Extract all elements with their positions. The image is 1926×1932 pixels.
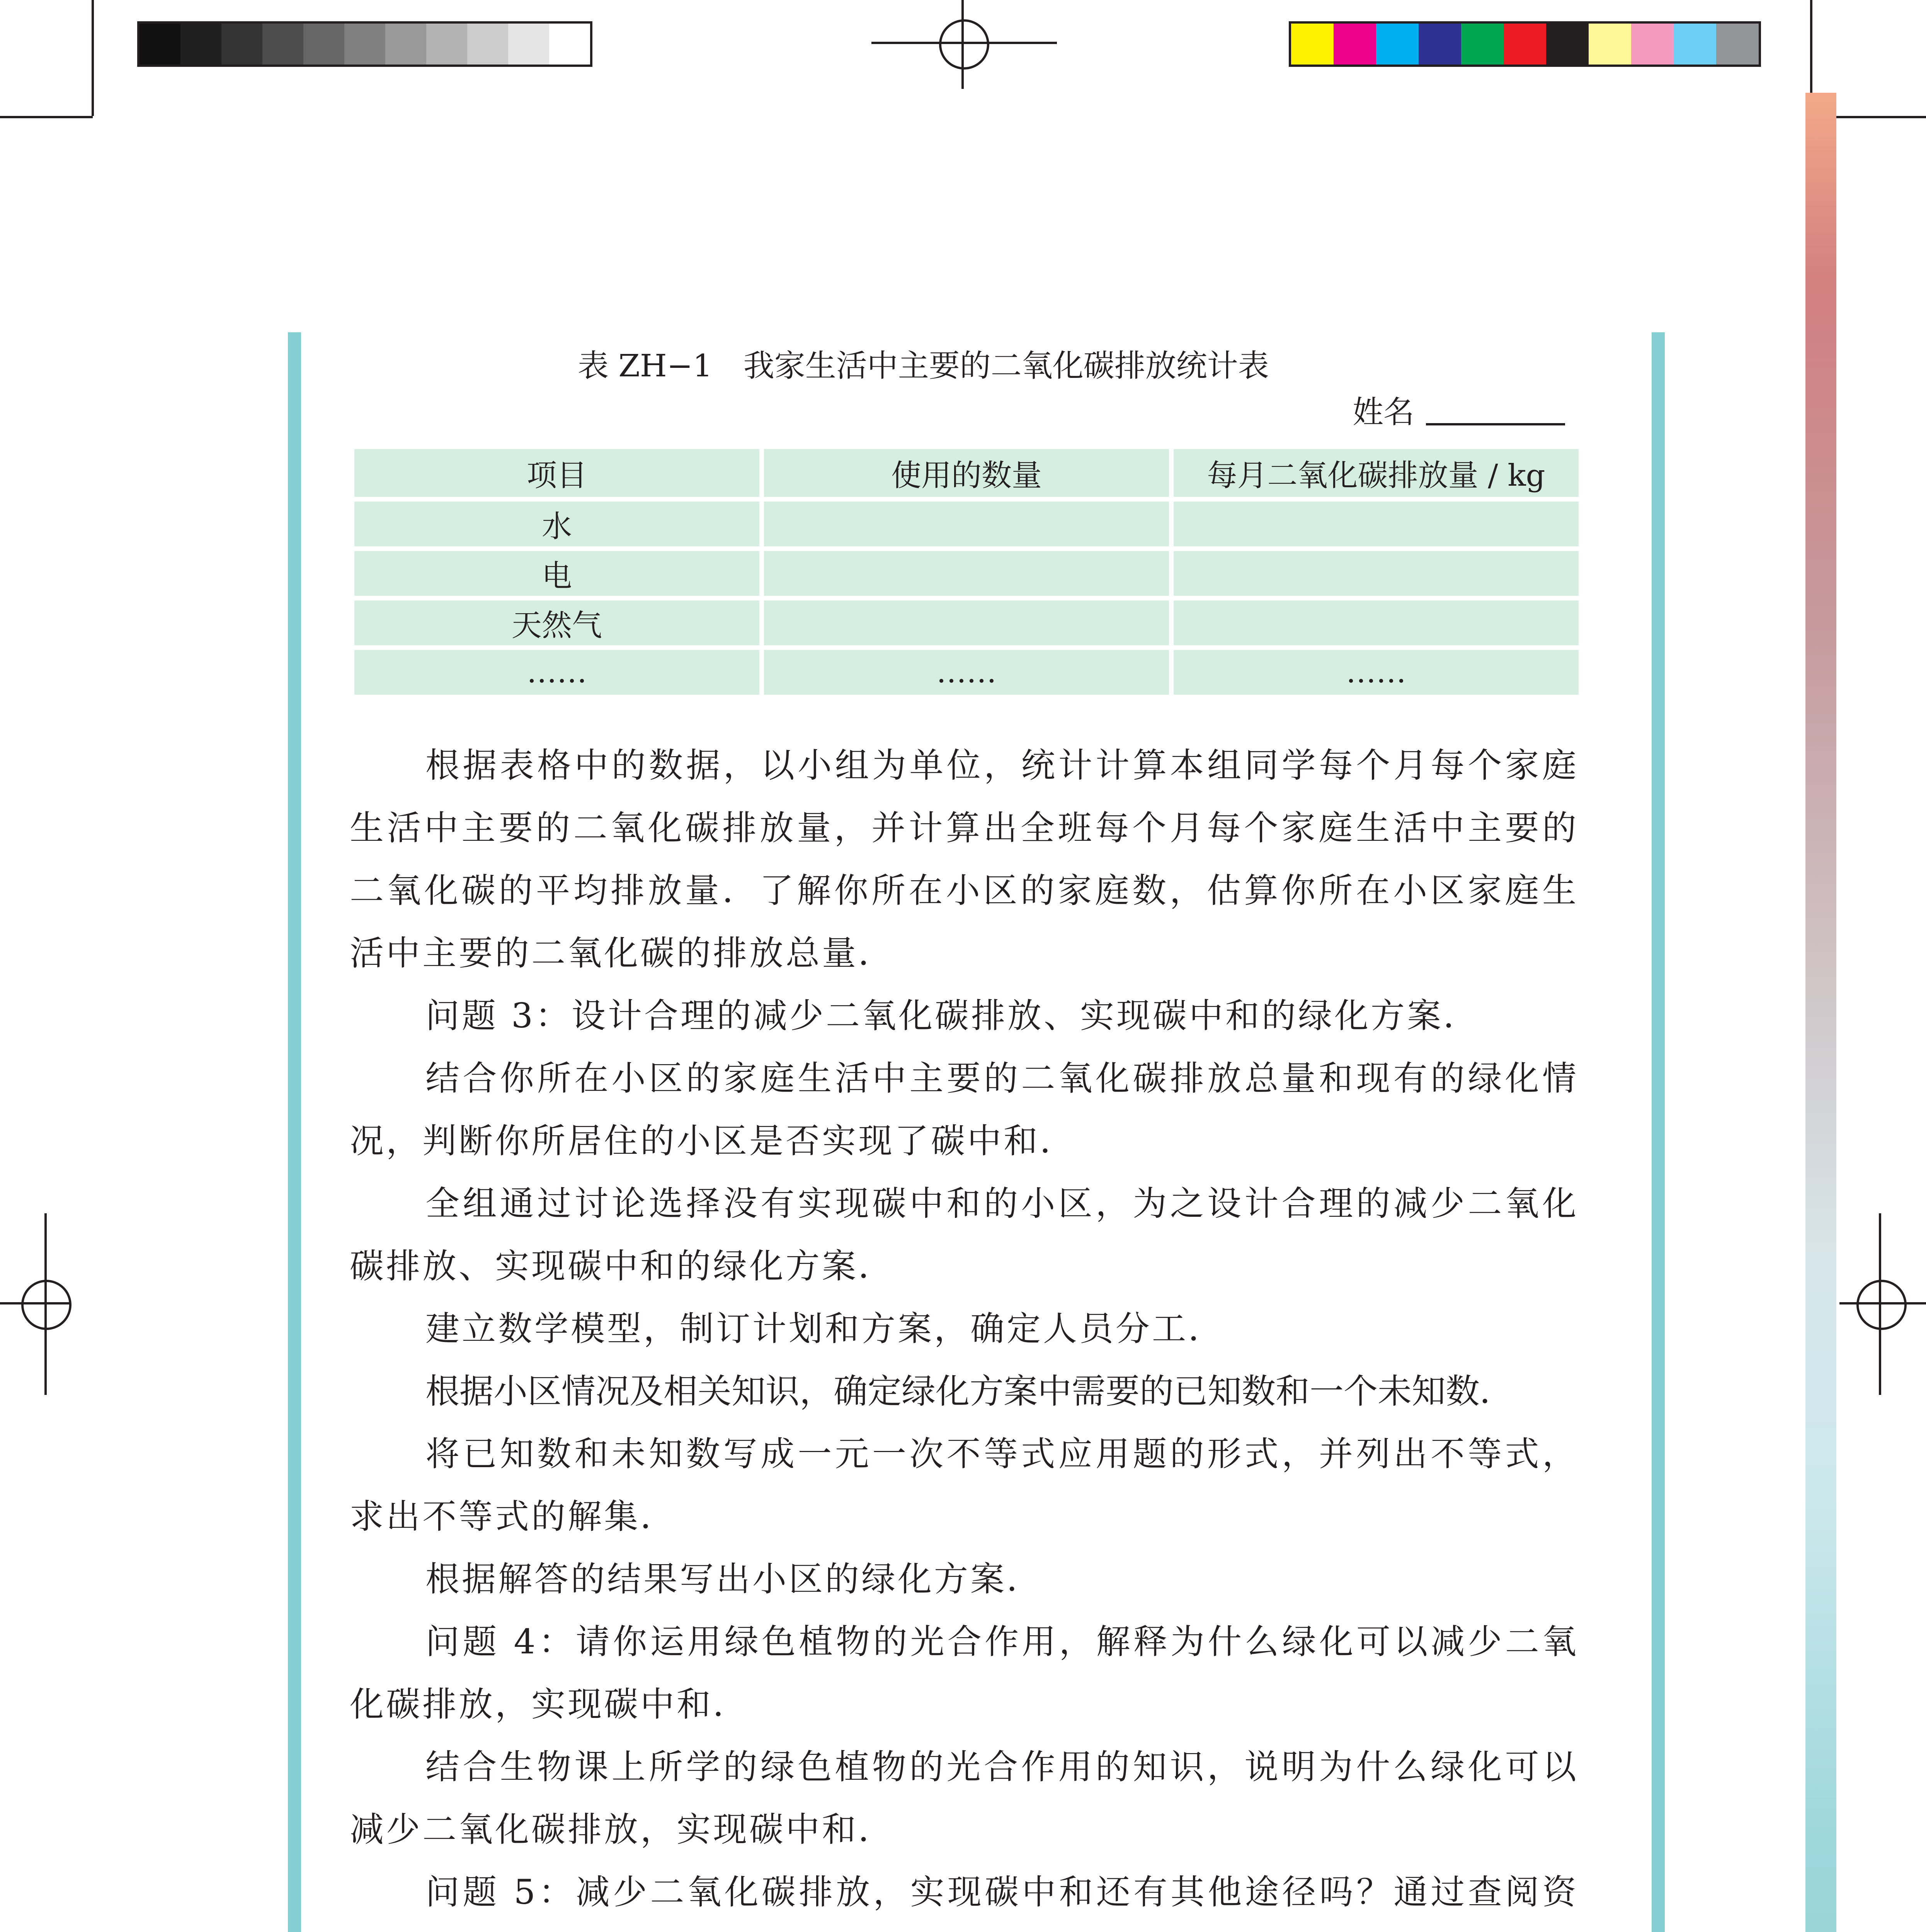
calibration-swatch (344, 24, 385, 65)
calibration-swatch (1716, 24, 1759, 65)
table-caption: 表 ZH−1 我家生活中主要的二氧化碳排放统计表 (578, 348, 1269, 384)
table-cell: …… (1171, 648, 1581, 697)
calibration-swatch (1504, 24, 1546, 65)
paragraph: 全组通过讨论选择没有实现碳中和的小区，为之设计合理的减少二氧化碳排放、实现碳中和的绿化方案． (350, 1184, 1579, 1286)
table-header-cell: 项目 (352, 447, 762, 499)
calibration-swatch (1631, 24, 1674, 65)
calibration-swatch (1674, 24, 1716, 65)
table-cell (762, 598, 1171, 648)
calibration-swatch (426, 24, 467, 65)
table-row (352, 598, 1581, 648)
table-cell (1171, 499, 1581, 549)
table-cell: …… (352, 648, 762, 697)
table-row (352, 499, 1581, 549)
table-row (352, 648, 1581, 697)
gray-calibration-bar (137, 21, 592, 67)
paragraph: 根据解答的结果写出小区的绿化方案． (425, 1559, 1043, 1599)
calibration-swatch (1589, 24, 1631, 65)
calibration-swatch (1461, 24, 1504, 65)
paragraph: 将已知数和未知数写成一元一次不等式应用题的形式，并列出不等式，求出不等式的解集． (350, 1434, 1579, 1536)
table-cell (1171, 549, 1581, 598)
table-cell (762, 549, 1171, 598)
paragraph: 根据表格中的数据，以小组为单位，统计计算本组同学每个月每个家庭生活中主要的二氧化碳排放量，并计算出全班每个月每个家庭生活中主要的二氧化碳的平均排放量．了解你所在小区的家庭数，估算你所在小区家庭生活中主要的二氧化碳的排放总量． (350, 745, 1579, 973)
side-gradient-strip (1805, 93, 1836, 1932)
calibration-swatch (1419, 24, 1461, 65)
paragraph: 根据小区情况及相关知识，确定绿化方案中需要的已知数和一个未知数． (425, 1371, 1514, 1411)
table-cell (1171, 598, 1581, 648)
question-5: 问题 5：减少二氧化碳排放，实现碳中和还有其他途径吗？通过查阅资 (425, 1872, 1579, 1912)
calibration-swatch (1291, 24, 1334, 65)
paragraph: 结合生物课上所学的绿色植物的光合作用的知识，说明为什么绿化可以减少二氧化碳排放，实现碳中和． (350, 1747, 1579, 1849)
question-4: 问题 4：请你运用绿色植物的光合作用，解释为什么绿化可以减少二氧化碳排放，实现碳中和． (350, 1622, 1579, 1724)
calibration-swatch (262, 24, 303, 65)
paragraph: 建立数学模型，制订计划和方案，确定人员分工． (425, 1309, 1225, 1349)
table-cell (762, 499, 1171, 549)
calibration-swatch (303, 24, 344, 65)
color-calibration-bar (1289, 21, 1761, 67)
calibration-swatch (221, 24, 262, 65)
calibration-swatch (140, 24, 180, 65)
table-cell: 天然气 (352, 598, 762, 648)
name-blank-line (1426, 423, 1565, 425)
emission-statistics-table (350, 444, 1583, 699)
calibration-swatch (508, 24, 549, 65)
paragraph: 结合你所在小区的家庭生活中主要的二氧化碳排放总量和现有的绿化情况，判断你所居住的小区是否实现了碳中和． (350, 1058, 1579, 1161)
calibration-swatch (1334, 24, 1376, 65)
table-header-cell: 使用的数量 (762, 447, 1171, 499)
table-header-cell: 每月二氧化碳排放量 / kg (1171, 447, 1581, 499)
name-label: 姓名 (1353, 394, 1414, 430)
calibration-swatch (1376, 24, 1419, 65)
table-cell: …… (762, 648, 1171, 697)
table-cell: 电 (352, 549, 762, 598)
table-row (352, 549, 1581, 598)
question-3: 问题 3：设计合理的减少二氧化碳排放、实现碳中和的绿化方案． (425, 996, 1480, 1036)
calibration-swatch (1546, 24, 1589, 65)
calibration-swatch (467, 24, 508, 65)
calibration-swatch (180, 24, 221, 65)
table-header-row (352, 447, 1581, 499)
calibration-swatch (549, 24, 590, 65)
calibration-swatch (385, 24, 426, 65)
table-cell: 水 (352, 499, 762, 549)
